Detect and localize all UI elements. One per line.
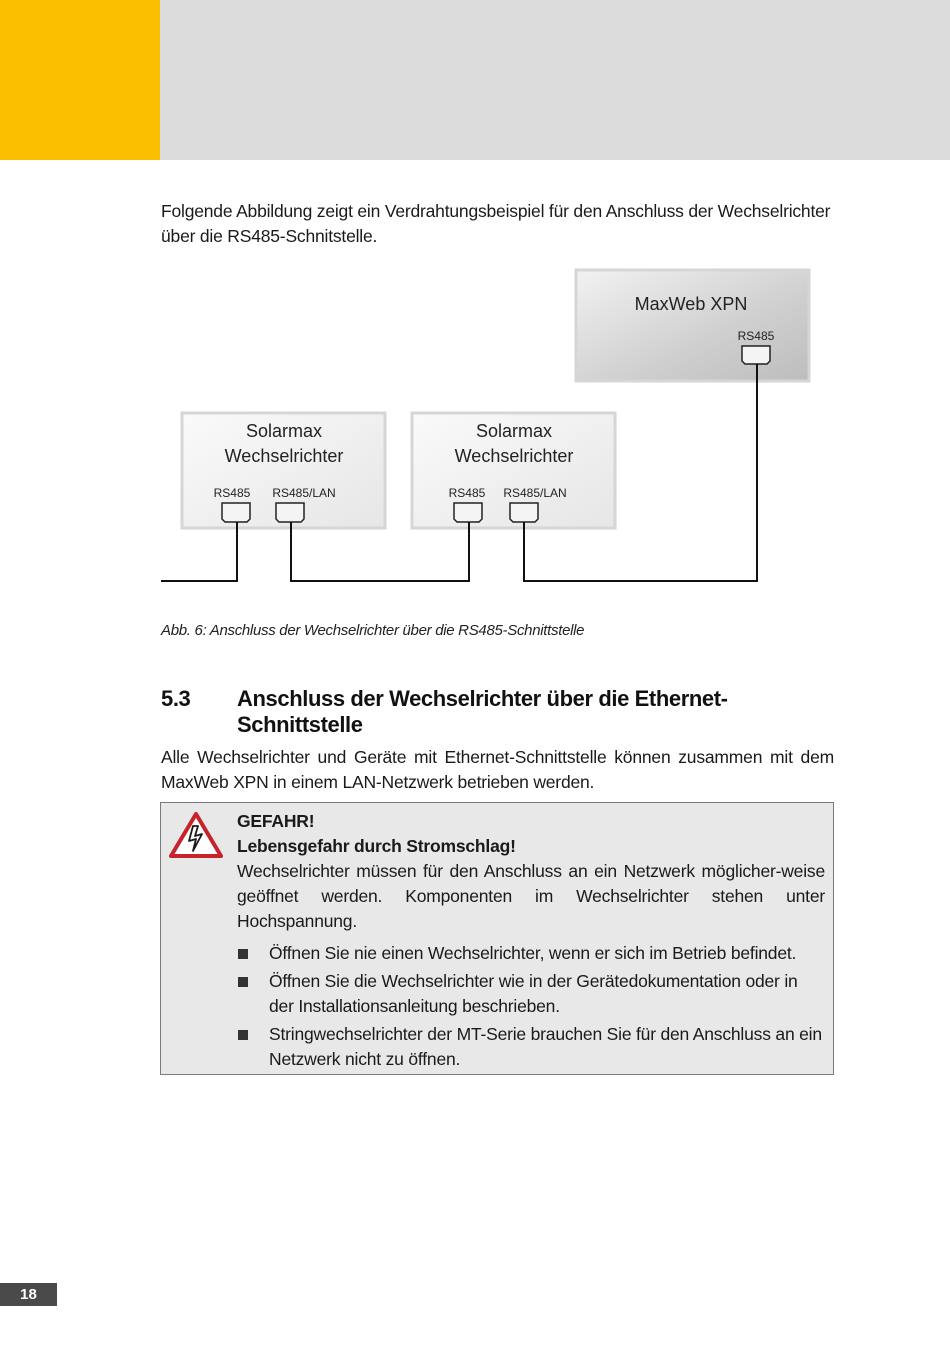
inverter-1-rs485-lan-port xyxy=(276,503,304,522)
maxweb-xpn-device xyxy=(576,270,809,381)
inverter-2-line2: Wechselrichter xyxy=(454,446,574,466)
list-item: Stringwechselrichter der MT-Serie brauchen Sie für den Anschluss an ein Netzwerk nicht zu öffnen. xyxy=(237,1022,825,1072)
inverter-2-rs485-port xyxy=(454,503,482,522)
bullet-square-icon xyxy=(238,1030,248,1040)
inverter-2 xyxy=(412,413,615,528)
bullet-square-icon xyxy=(238,949,248,959)
high-voltage-warning-icon xyxy=(169,811,223,859)
warning-title: GEFAHR! xyxy=(237,811,315,831)
list-item: Öffnen Sie die Wechselrichter wie in der Gerätedokumentation oder in der Installationsanleitung beschrieben. xyxy=(237,969,825,1019)
bullet-square-icon xyxy=(238,977,248,987)
section-title: Anschluss der Wechselrichter über die Ethernet-Schnittstelle xyxy=(237,686,728,737)
cable-inverter1-to-inverter2 xyxy=(291,522,469,581)
figure-caption: Abb. 6: Anschluss der Wechselrichter über die RS485-Schnittstelle xyxy=(161,622,585,639)
hub-title: MaxWeb XPN xyxy=(634,294,748,314)
list-item: Öffnen Sie nie einen Wechselrichter, wenn er sich im Betrieb befindet. xyxy=(237,941,825,966)
inverter-1 xyxy=(182,413,385,528)
warning-content xyxy=(237,809,825,1075)
inverter-2-line1: Solarmax xyxy=(475,421,553,441)
hub-rs485-port xyxy=(742,346,770,364)
inverter-1-line1: Solarmax xyxy=(245,421,323,441)
section-body: Alle Wechselrichter und Geräte mit Ethernet-Schnittstelle können zusammen mit dem MaxWeb XPN in einem LAN-Netzwerk betrieben werden. xyxy=(161,747,834,792)
inverter-2-port2-label: RS485/LAN xyxy=(503,486,567,500)
danger-warning-box xyxy=(160,802,834,1075)
wiring-diagram xyxy=(0,0,950,620)
warning-text: Wechselrichter müssen für den Anschluss an ein Netzwerk möglicher-weise geöffnet werden. Komponenten im Wechselrichter stehen unter Hochspannung. xyxy=(237,861,825,931)
section-number: 5.3 xyxy=(161,686,191,711)
warning-subtitle: Lebensgefahr durch Stromschlag! xyxy=(237,836,516,856)
warning-list xyxy=(237,941,825,1072)
intro-paragraph: Folgende Abbildung zeigt ein Verdrahtungsbeispiel für den Anschluss der Wechselrichter über die RS485-Schnitstelle. xyxy=(161,201,831,246)
inverter-1-port2-label: RS485/LAN xyxy=(272,486,336,500)
cable-incoming xyxy=(161,522,237,581)
inverter-1-port1-label: RS485 xyxy=(213,486,251,500)
inverter-2-rs485-lan-port xyxy=(510,503,538,522)
inverter-1-line2: Wechselrichter xyxy=(224,446,344,466)
inverter-1-rs485-port xyxy=(222,503,250,522)
page-number: 18 xyxy=(0,1283,57,1306)
hub-port-label: RS485 xyxy=(737,329,775,343)
inverter-2-port1-label: RS485 xyxy=(448,486,486,500)
